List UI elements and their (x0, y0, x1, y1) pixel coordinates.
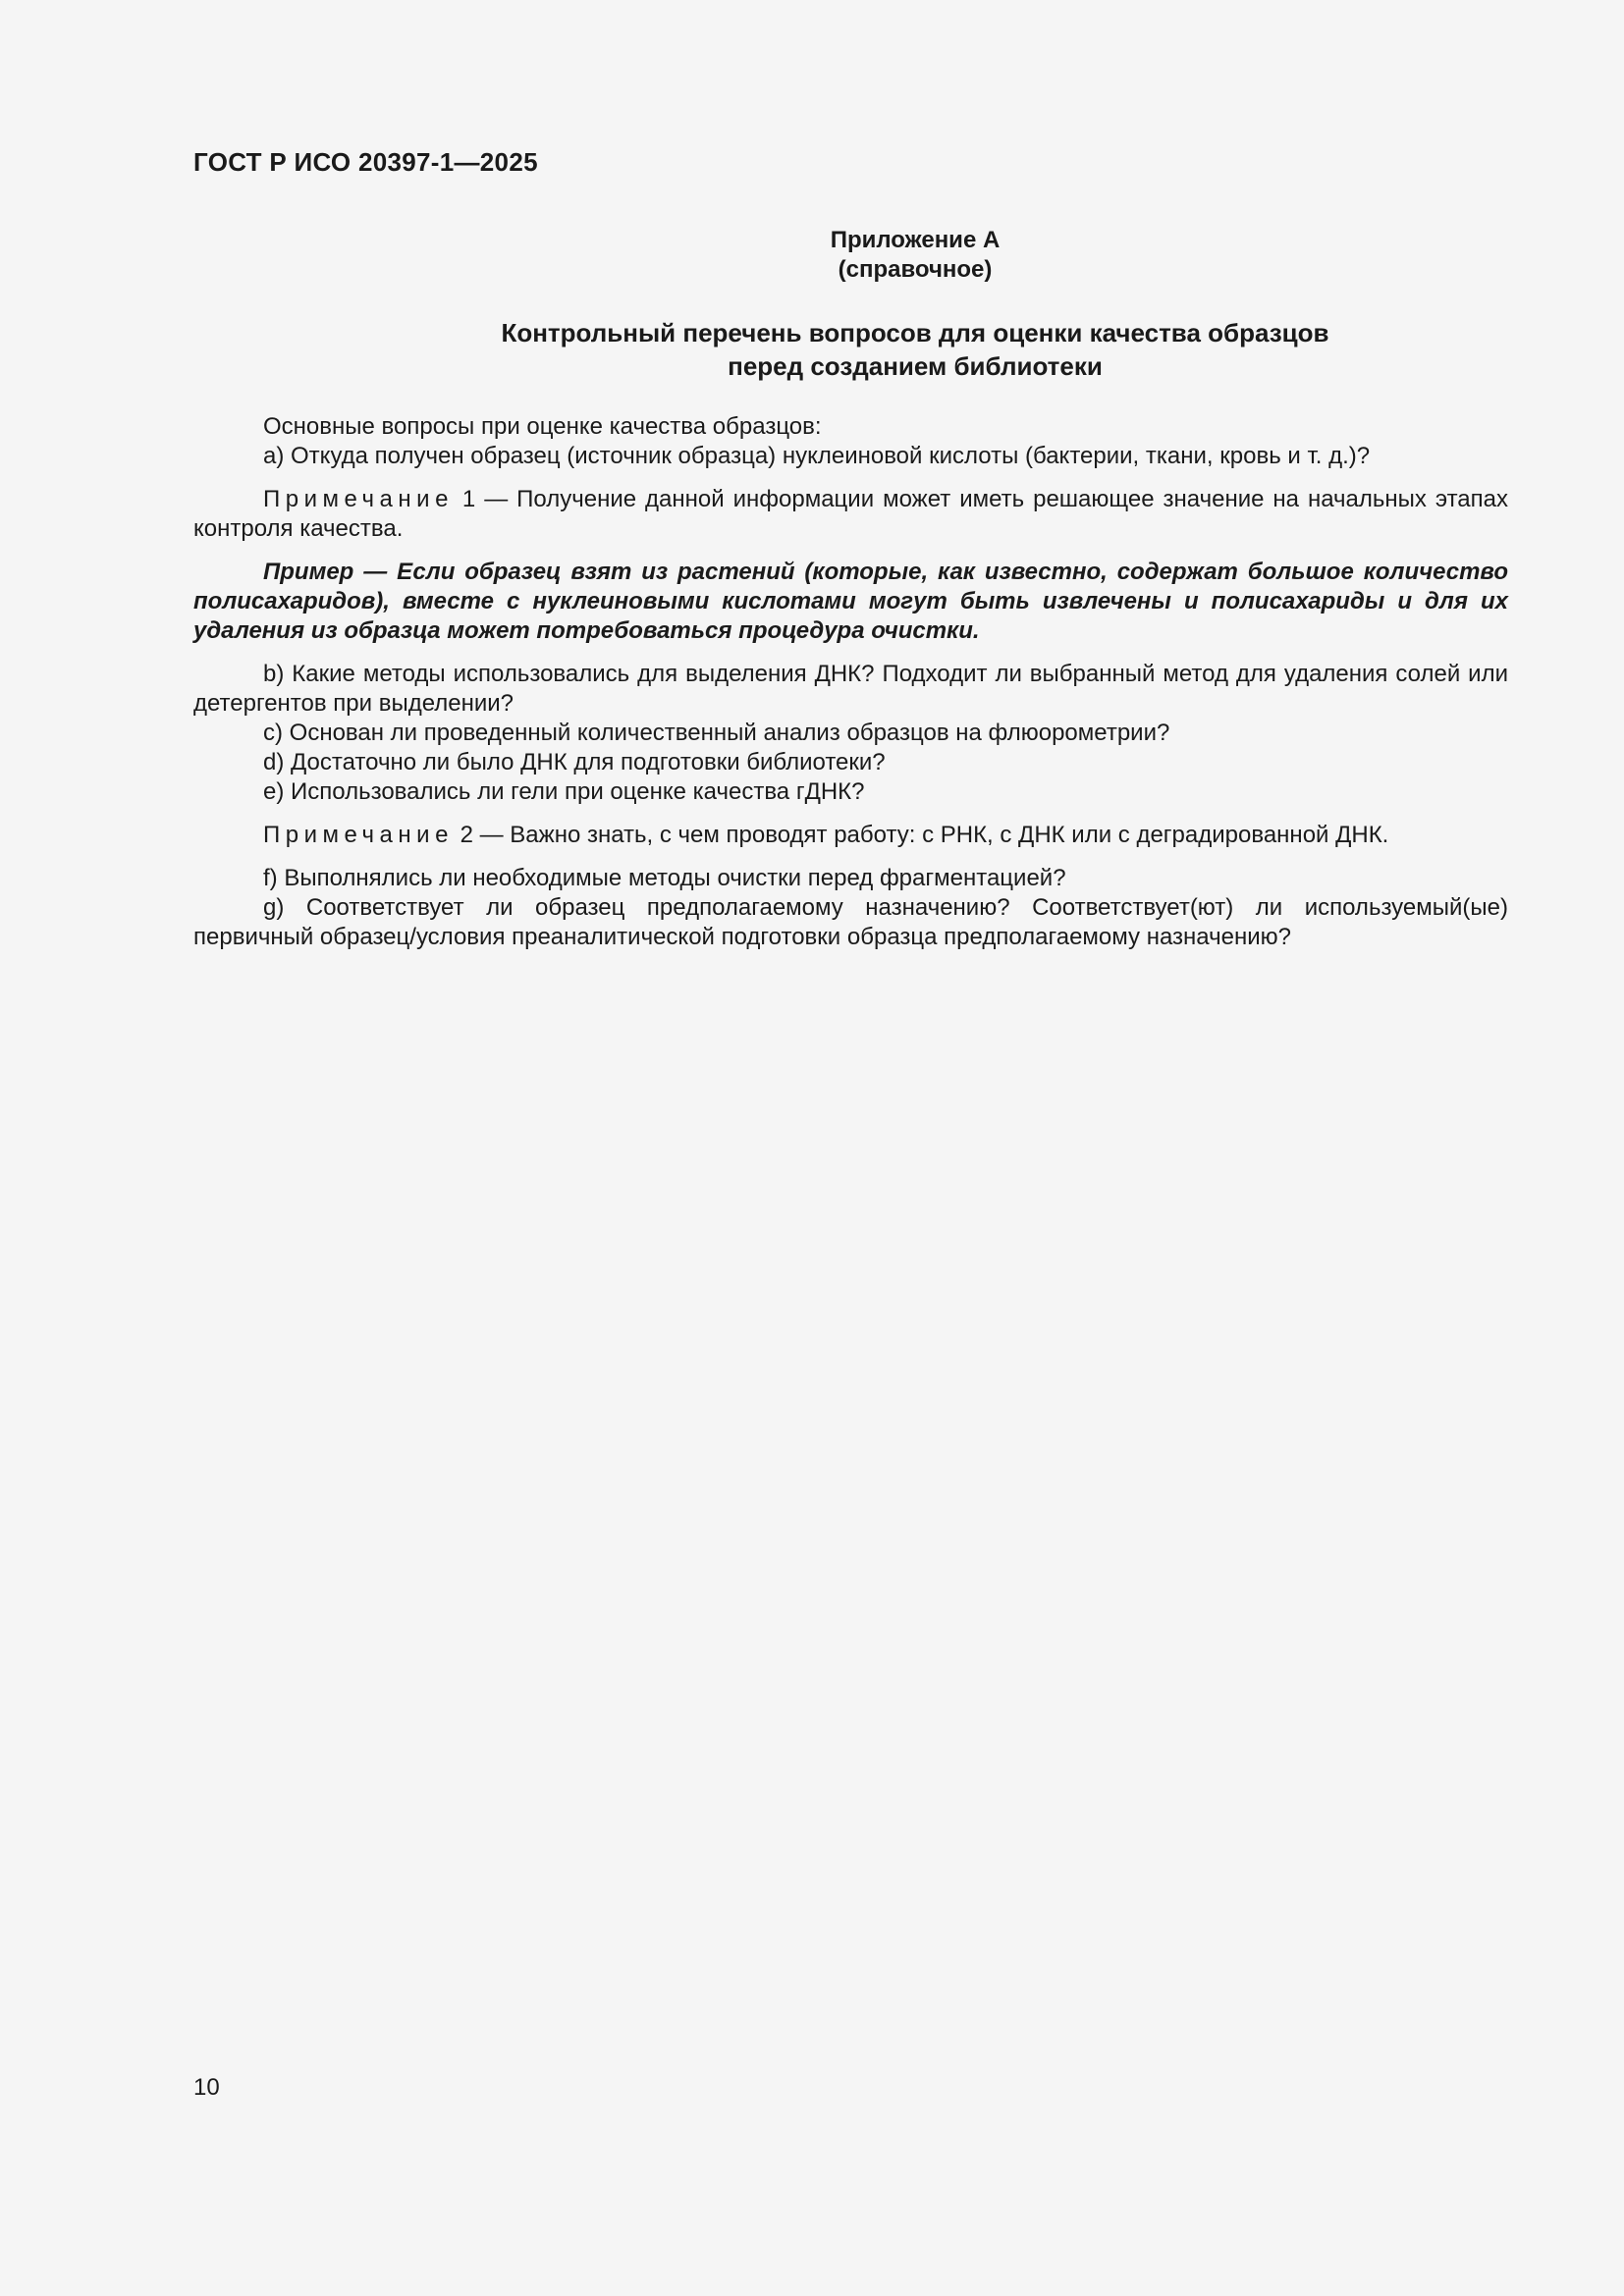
annex-title-line-1: Контрольный перечень вопросов для оценки качества образцов (501, 318, 1329, 347)
annex-type: (справочное) (838, 256, 993, 283)
note-2-text: 2 — Важно знать, с чем проводят работу: с РНК, с ДНК или с деградированной ДНК. (460, 822, 1389, 848)
intro-paragraph: Основные вопросы при оценке качества образцов: (263, 413, 822, 440)
list-item-e: е) Использовались ли гели при оценке качества гДНК? (263, 778, 865, 805)
note-2 (193, 821, 1508, 850)
annex-title-line-2: перед созданием библиотеки (728, 351, 1103, 381)
list-item-d: d) Достаточно ли было ДНК для подготовки библиотеки? (263, 749, 886, 775)
note-1-text: 1 — Получение данной информации может иметь решающее значение на начальных этапах контроля качества. (193, 486, 1508, 542)
list-item-c: с) Основан ли проведенный количественный анализ образцов на флюорометрии? (263, 720, 1170, 746)
list-item-b: b) Какие методы использовались для выделения ДНК? Подходит ли выбранный метод для удаления солей или детергентов при выделении? (193, 661, 1508, 717)
list-item-f: f) Выполнялись ли необходимые методы очистки перед фрагментацией? (263, 865, 1066, 891)
note-1-label: Примечание (263, 486, 454, 512)
annex-heading (0, 226, 1624, 285)
annex-label: Приложение А (830, 227, 1001, 253)
list-item-g: g) Соответствует ли образец предполагаемому назначению? Соответствует(ют) ли используемый(ые) первичный образец/условия преаналитической подготовки образца предполагаемому назначению? (193, 894, 1508, 950)
note-1 (193, 485, 1508, 544)
page-number: 10 (193, 2074, 220, 2101)
annex-title (0, 316, 1624, 383)
list-item-a: а) Откуда получен образец (источник образца) нуклеиновой кислоты (бактерии, ткани, кровь и т. д.)? (263, 443, 1371, 469)
note-2-label: Примечание (263, 822, 454, 848)
document-body (193, 412, 1508, 952)
document-code: ГОСТ Р ИСО 20397-1—2025 (193, 147, 538, 177)
example-paragraph: Пример — Если образец взят из растений (которые, как известно, содержат большое количество полисахаридов), вместе с нуклеиновыми кислотами могут быть извлечены и полисахариды и для их удаления из образца может потребоваться процедура очистки. (193, 559, 1508, 644)
